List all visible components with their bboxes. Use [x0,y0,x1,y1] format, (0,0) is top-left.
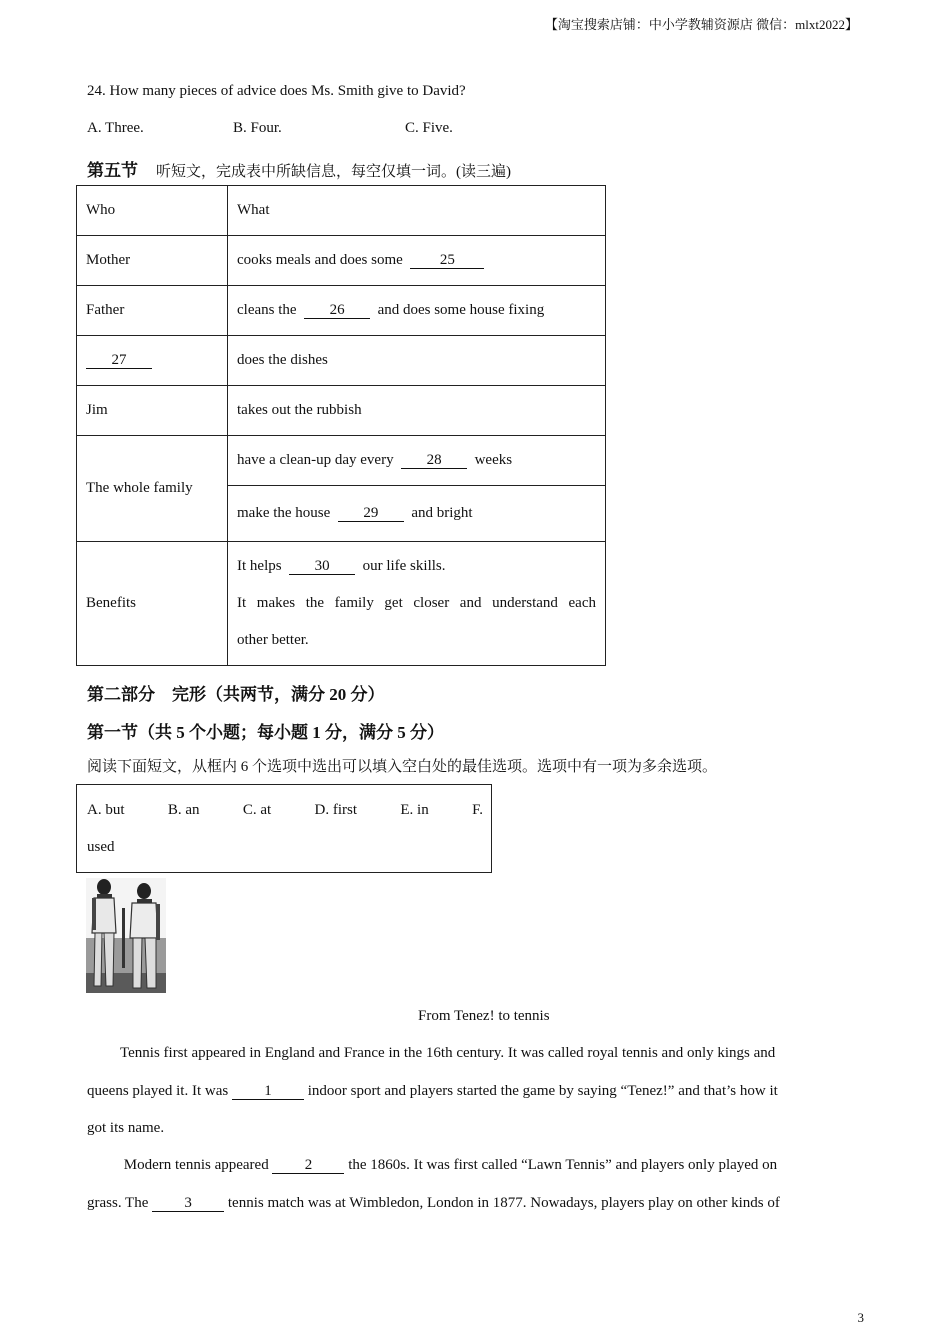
cell-family-line1 [228,436,606,486]
option-c: C. Five. [405,120,453,136]
cell-family-line2 [228,486,606,542]
father-what-post: and does some house fixing [377,302,545,318]
option-a: A. Three. [87,120,144,136]
benefit-line-3: other better. [237,632,309,648]
blank-29[interactable]: 29 [338,506,404,522]
family-line1-post: weeks [474,452,513,468]
option-item: C. at [242,802,272,818]
benefit-line-2: It makes the family get closer and understand each [237,595,596,611]
passage-paragraph-1 [87,1035,857,1148]
page-number: 3 [857,1310,864,1325]
option-item: D. first [314,802,358,818]
blank-3[interactable]: 3 [152,1195,224,1212]
cell-blank-27 [77,336,228,386]
tennis-players-photo [86,878,166,993]
p1-line-2 [87,1073,857,1111]
blank-28[interactable]: 28 [401,453,467,469]
mother-what-text: cooks meals and does some [237,252,403,268]
blank-2[interactable]: 2 [272,1157,344,1174]
benefit-line-1 [237,548,596,585]
table-row [77,542,606,666]
blank-1[interactable]: 1 [232,1083,304,1100]
option-item: F. [472,802,483,818]
blank-25[interactable]: 25 [410,253,484,269]
part2-heading: 第二部分 完形（共两节，满分 20 分） [87,685,385,704]
p2-line-2 [87,1185,857,1223]
table-row [77,436,606,486]
section-5-heading [87,156,511,181]
table-row [77,286,606,336]
p2-text-b-pre: grass. The [87,1194,149,1211]
cell-jim: Jim [77,386,228,436]
option-b: B. Four. [233,120,282,136]
p1-line-1 [87,1035,857,1073]
p2-line-1 [87,1147,857,1185]
header-note: 【淘宝搜索店铺：中小学教辅资源店 微信：mlxt2022】 [544,17,858,32]
p1-line-3: got its name. [87,1120,165,1136]
table-row [77,336,606,386]
cell-father: Father [77,286,228,336]
family-line2-pre: make the house [237,505,331,521]
section-5-instruction: 听短文，完成表中所缺信息，每空仅填一词。(读三遍) [156,164,511,180]
passage-paragraph-2 [87,1147,857,1222]
part2-instruction: 阅读下面短文，从框内 6 个选项中选出可以填入空白处的最佳选项。选项中有一项为多余选项。 [87,759,718,775]
p1-text-b-post: indoor sport and players started the game by saying “Tenez!” and that’s how it [307,1082,778,1099]
options-row [87,802,483,819]
cell-mother: Mother [77,236,228,286]
family-line1-pre: have a clean-up day every [237,452,394,468]
blank-27[interactable]: 27 [86,353,152,369]
blank-30[interactable]: 30 [289,559,355,575]
cell-jim-what: takes out the rubbish [228,386,606,436]
table-row [77,236,606,286]
question-24: 24. How many pieces of advice does Ms. Smith give to David? [87,83,466,99]
blank-26[interactable]: 26 [304,303,370,319]
table-row [77,386,606,436]
table-row [77,186,606,236]
p1-text-a: Tennis first appeared in England and France in the 16th century. It was called royal tennis and only kings and [120,1045,776,1061]
section-5-label: 第五节 [87,161,138,180]
table-header-what: What [228,186,606,236]
father-what-pre: cleans the [237,302,297,318]
cell-father-what [228,286,606,336]
p2-text-b-post: tennis match was at Wimbledon, London in 1877. Nowadays, players play on other kinds of [227,1194,780,1211]
part2-section1-heading: 第一节（共 5 个小题；每小题 1 分，满分 5 分） [87,723,444,742]
table-header-who: Who [77,186,228,236]
option-item: E. in [400,802,429,818]
cell-mother-what [228,236,606,286]
option-wrap: used [87,839,115,855]
cell-27-what: does the dishes [228,336,606,386]
cell-benefits-what [228,542,606,666]
option-item: A. but [87,802,125,818]
cell-benefits: Benefits [77,542,228,666]
benefit-line1-post: our life skills. [362,558,446,574]
passage-title: From Tenez! to tennis [418,1008,550,1024]
option-item: B. an [167,802,200,818]
p1-text-b-pre: queens played it. It was [87,1082,229,1099]
family-line2-post: and bright [411,505,473,521]
listening-table [76,185,606,666]
p2-text-a-pre: Modern tennis appeared [123,1157,269,1173]
options-box [76,784,492,873]
p2-text-a-post: the 1860s. It was first called “Lawn Tennis” and players only played on [348,1157,778,1173]
cell-whole-family: The whole family [77,436,228,542]
benefit-line1-pre: It helps [237,558,282,574]
